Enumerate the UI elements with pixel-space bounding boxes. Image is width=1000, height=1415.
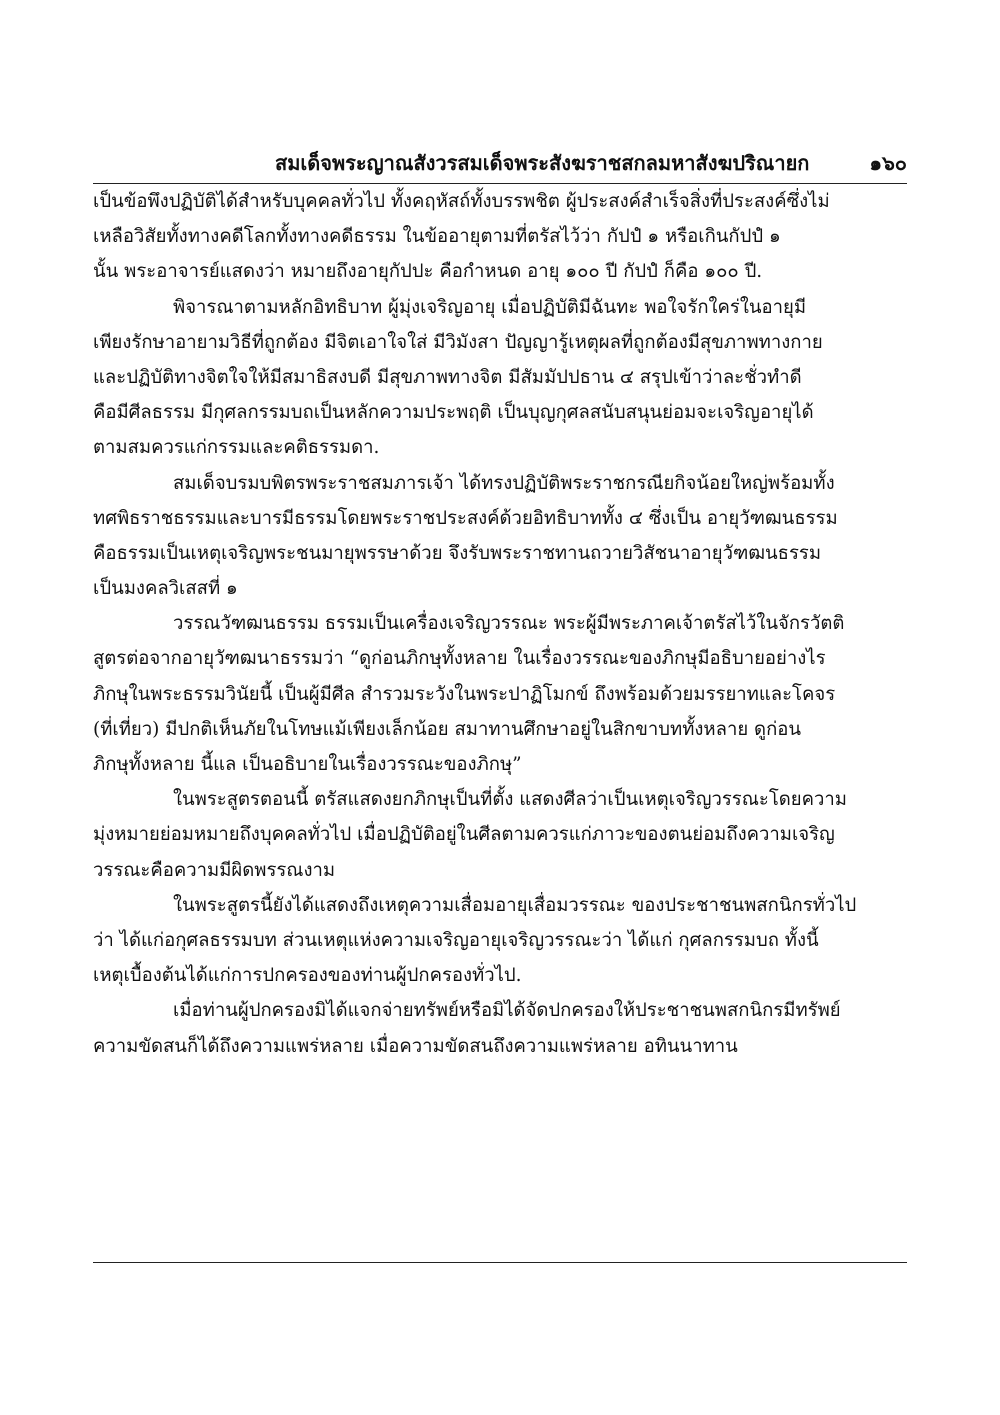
text-line: ในพระสูตรตอนนี้ ตรัสแสดงยกภิกษุเป็นที่ตั้ง แสดงศีลว่าเป็นเหตุเจริญวรรณะโดยความ [173, 789, 847, 811]
text-line: ตามสมควรแก่กรรมและคติธรรมดา. [93, 437, 380, 459]
text-line: สมเด็จบรมบพิตรพระราชสมภารเจ้า ได้ทรงปฏิบัติพระราชกรณียกิจน้อยใหญ่พร้อมทั้ง [173, 472, 835, 494]
text-line: คือธรรมเป็นเหตุเจริญพระชนมายุพรรษาด้วย จึงรับพระราชทานถวายวิสัชนาอายุวัฑฒนธรรม [93, 542, 822, 564]
text-line: คือมีศีลธรรม มีกุศลกรรมบถเป็นหลักความประพฤติ เป็นบุญกุศลสนับสนุนย่อมจะเจริญอายุได้ [93, 402, 814, 424]
page-number: ๑๖๐ [869, 151, 907, 175]
text-line: ภิกษุทั้งหลาย นี้แล เป็นอธิบายในเรื่องวรรณะของภิกษุ” [93, 754, 522, 775]
text-line: และปฏิบัติทางจิตใจให้มีสมาธิสงบดี มีสุขภาพทางจิต มีสัมมัปปธาน ๔ สรุปเข้าว่าละชั่วทำดี [93, 366, 802, 388]
page-header [93, 146, 907, 184]
text-line: วรรณะคือความมีผิดพรรณงาม [93, 859, 336, 881]
text-line: นั้น พระอาจารย์แสดงว่า หมายถึงอายุกัปปะ คือกำหนด อายุ ๑๐๐ ปี กัปปํ ก็คือ ๑๐๐ ปี. [93, 261, 763, 283]
text-line: วรรณวัฑฒนธรรม ธรรมเป็นเครื่องเจริญวรรณะ พระผู้มีพระภาคเจ้าตรัสไว้ในจักรวัตติ [173, 613, 845, 635]
text-line: ความขัดสนก็ได้ถึงความแพร่หลาย เมื่อความขัดสนถึงความแพร่หลาย อทินนาทาน [93, 1035, 738, 1057]
text-line: เป็นมงคลวิเสสที่ ๑ [93, 578, 238, 600]
running-title: สมเด็จพระญาณสังวรสมเด็จพระสังฆราชสกลมหาสังฆปริณายก [275, 151, 810, 175]
text-line: ทศพิธราชธรรมและบารมีธรรมโดยพระราชประสงค์ด้วยอิทธิบาททั้ง ๔ ซึ่งเป็น อายุวัฑฒนธรรม [93, 507, 838, 529]
text-line: สูตรต่อจากอายุวัฑฒนาธรรมว่า “ดูก่อนภิกษุทั้งหลาย ในเรื่องวรรณะของภิกษุมีอธิบายอย่างไร [93, 648, 826, 670]
text-line: มุ่งหมายย่อมหมายถึงบุคคลทั่วไป เมื่อปฏิบัติอยู่ในศีลตามควรแก่ภาวะของตนย่อมถึงความเจริญ [93, 824, 835, 846]
body-text [93, 184, 907, 1064]
text-line: เมื่อท่านผู้ปกครองมิได้แจกจ่ายทรัพย์หรือมิได้จัดปกครองให้ประชาชนพสกนิกรมีทรัพย์ [173, 1000, 841, 1022]
text-line: เหตุเบื้องต้นได้แก่การปกครองของท่านผู้ปกครองทั่วไป. [93, 965, 522, 987]
text-line: ในพระสูตรนี้ยังได้แสดงถึงเหตุความเสื่อมอายุเสื่อมวรรณะ ของประชาชนพสกนิกรทั่วไป [173, 894, 857, 916]
text-line: พิจารณาตามหลักอิทธิบาท ผู้มุ่งเจริญอายุ เมื่อปฏิบัติมีฉันทะ พอใจรักใคร่ในอายุมี [173, 296, 807, 318]
text-line: เพียงรักษาอายามวิธีที่ถูกต้อง มีจิตเอาใจใส่ มีวิมังสา ปัญญารู้เหตุผลที่ถูกต้องมีสุขภาพทางกาย [93, 331, 823, 353]
text-line: เหลือวิสัยทั้งทางคดีโลกทั้งทางคดีธรรม ในข้ออายุตามที่ตรัสไว้ว่า กัปปํ ๑ หรือเกินกัปปํ ๑ [93, 226, 781, 248]
text-line: เป็นข้อพึงปฏิบัติได้สำหรับบุคคลทั่วไป ทั้งคฤหัสถ์ทั้งบรรพชิต ผู้ประสงค์สำเร็จสิ่งที่ประสงค์ซึ่งไม่ [93, 191, 830, 212]
footer-rule [93, 1262, 907, 1263]
text-line: ว่า ได้แก่อกุศลธรรมบท ส่วนเหตุแห่งความเจริญอายุเจริญวรรณะว่า ได้แก่ กุศลกรรมบถ ทั้งนี้ [93, 929, 819, 951]
text-line: ภิกษุในพระธรรมวินัยนี้ เป็นผู้มีศีล สำรวมระวังในพระปาฏิโมกข์ ถึงพร้อมด้วยมรรยาทและโคจร [93, 683, 836, 705]
text-line: (ที่เที่ยว) มีปกติเห็นภัยในโทษแม้เพียงเล็กน้อย สมาทานศึกษาอยู่ในสิกขาบททั้งหลาย ดูก่อน [93, 718, 802, 740]
